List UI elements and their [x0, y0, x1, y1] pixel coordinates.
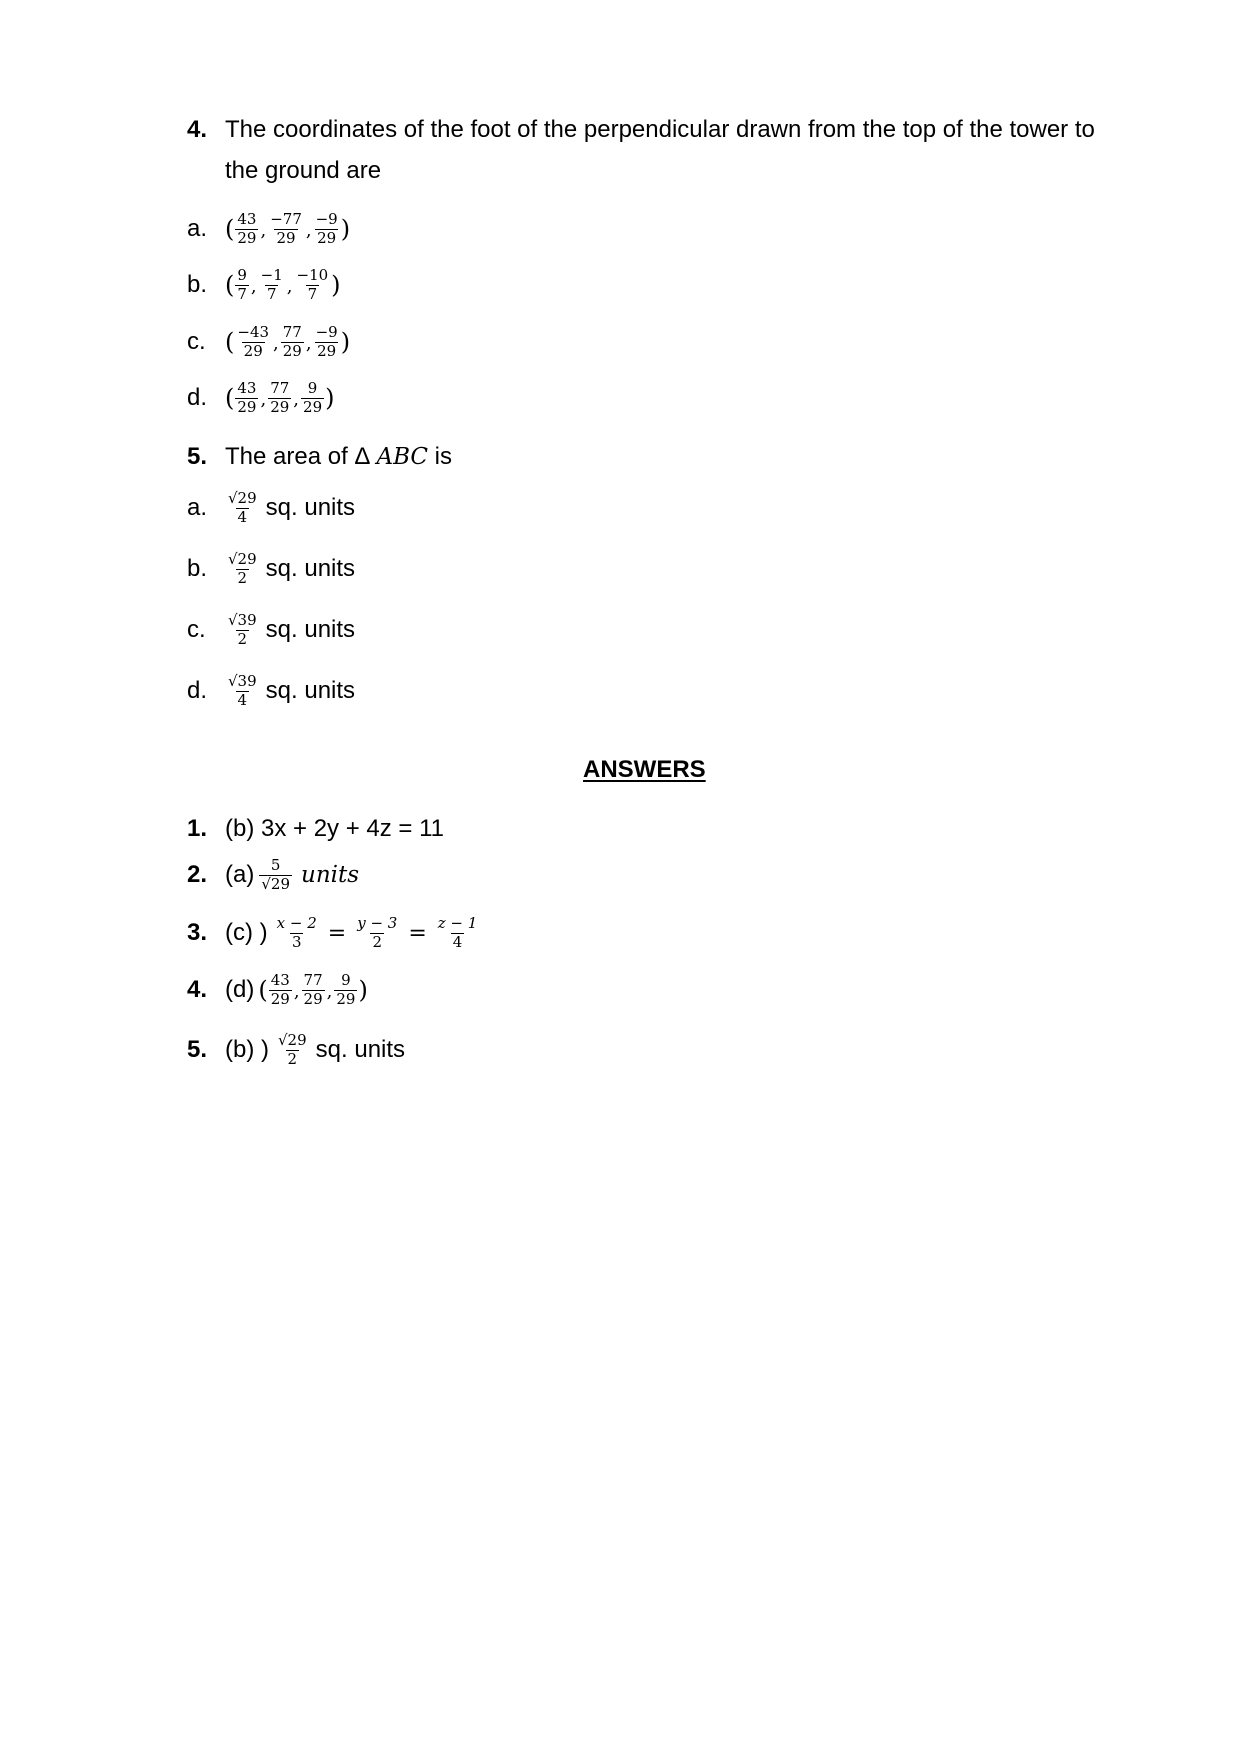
- question-text: the ground are: [225, 157, 382, 184]
- fraction: $\frac{9}{7}$: [237, 266, 247, 303]
- fraction: $\frac{-9}{29}$: [315, 210, 338, 247]
- fraction: $\frac{-43}{29}$: [237, 323, 270, 360]
- option-letter: c.: [187, 616, 206, 644]
- question-5-option-d: [187, 674, 355, 709]
- answer-number: 1.: [187, 815, 208, 842]
- fraction: $\frac{√39}{4}$: [228, 672, 257, 709]
- unit-label: sq. units: [265, 616, 356, 644]
- question-5-option-c: [187, 613, 355, 648]
- answers-heading: ANSWERS: [583, 756, 706, 783]
- fraction: $\frac{77}{29}$: [270, 379, 290, 416]
- equals-sign: =: [327, 920, 347, 946]
- fraction: $\frac{-10}{7}$: [296, 266, 329, 303]
- option-letter: b.: [187, 271, 208, 299]
- coordinate-tuple: ( $\frac{9}{7}$ , $\frac{-1}{7}$ , $\frac{-10}{7}$ ): [225, 266, 341, 303]
- answer-label: (b) ): [225, 1036, 269, 1064]
- fraction: $\frac{43}{29}$: [270, 971, 290, 1008]
- coordinate-tuple: ( $\frac{43}{29}$ , $\frac{77}{29}$ , $\frac{9}{29}$ ): [258, 971, 368, 1008]
- answer-label: (d): [225, 976, 255, 1004]
- fraction: $\frac{√29}{2}$: [278, 1031, 307, 1068]
- question-text-prefix: The area of Δ: [225, 443, 371, 470]
- fraction: $\frac{-1}{7}$: [260, 266, 283, 303]
- answer-number: 5.: [187, 1036, 208, 1064]
- fraction: $\frac{43}{29}$: [237, 379, 257, 416]
- unit-label: sq. units: [265, 494, 356, 522]
- fraction: $\frac{77}{29}$: [282, 323, 302, 360]
- coordinate-tuple: ( $\frac{-43}{29}$ , $\frac{77}{29}$ , $\frac{-9}{29}$ ): [225, 323, 351, 360]
- triangle-name: ABC: [376, 444, 428, 470]
- question-4-continuation: [225, 157, 381, 185]
- fraction: $\frac{√39}{2}$: [228, 611, 257, 648]
- fraction: $\frac{y - 3}{2}$: [357, 914, 398, 951]
- question-5-option-a: [187, 491, 355, 526]
- question-text-suffix: is: [428, 443, 452, 470]
- answer-label: (a): [225, 861, 255, 889]
- fraction: $\frac{z - 1}{4}$: [437, 914, 478, 951]
- option-letter: c.: [187, 328, 206, 356]
- answer-number: 3.: [187, 919, 208, 947]
- answer-3: [187, 916, 480, 951]
- unit-label: sq. units: [315, 1036, 406, 1064]
- fraction: $\frac{77}{29}$: [303, 971, 323, 1008]
- answer-label: (c) ): [225, 919, 268, 947]
- answer-5: [187, 1033, 405, 1068]
- answer-1: [187, 815, 444, 843]
- answer-number: 2.: [187, 861, 208, 889]
- fraction: $\frac{43}{29}$: [237, 210, 257, 247]
- fraction: $\frac{√29}{4}$: [228, 489, 257, 526]
- question-4: [187, 116, 1095, 144]
- option-letter: a.: [187, 215, 208, 243]
- fraction: $\frac{√29}{2}$: [228, 550, 257, 587]
- question-4-option-c: [187, 325, 350, 360]
- question-number: 4.: [187, 116, 208, 143]
- fraction: $\frac{x - 2}{3}$: [276, 914, 317, 951]
- fraction: $\frac{-9}{29}$: [315, 323, 338, 360]
- question-number: 5.: [187, 443, 208, 470]
- question-5: [187, 443, 452, 471]
- option-letter: b.: [187, 555, 208, 583]
- option-letter: d.: [187, 384, 208, 412]
- answer-4: [187, 973, 368, 1008]
- question-5-option-b: [187, 552, 355, 587]
- answer-2: [187, 858, 359, 893]
- question-4-option-a: [187, 212, 350, 247]
- answer-number: 4.: [187, 976, 208, 1004]
- fraction: $\frac{9}{29}$: [303, 379, 323, 416]
- question-4-option-b: [187, 268, 341, 303]
- option-letter: d.: [187, 677, 208, 705]
- coordinate-tuple: ( $\frac{43}{29}$ , $\frac{-77}{29}$ , $\frac{-9}{29}$ ): [225, 210, 351, 247]
- unit-label: units: [301, 862, 360, 889]
- question-text: The coordinates of the foot of the perpendicular drawn from the top of the tower to: [225, 116, 1095, 143]
- fraction: $\frac{9}{29}$: [336, 971, 356, 1008]
- answer-text: (b) 3x + 2y + 4z = 11: [225, 815, 445, 842]
- equals-sign: =: [408, 920, 427, 946]
- question-4-option-d: [187, 381, 335, 416]
- coordinate-tuple: ( $\frac{43}{29}$ , $\frac{77}{29}$ , $\frac{9}{29}$ ): [225, 379, 335, 416]
- fraction: $\frac{5}{√29}$: [261, 856, 290, 893]
- unit-label: sq. units: [265, 555, 356, 583]
- option-letter: a.: [187, 494, 208, 522]
- unit-label: sq. units: [265, 677, 356, 705]
- fraction: $\frac{-77}{29}$: [270, 210, 302, 247]
